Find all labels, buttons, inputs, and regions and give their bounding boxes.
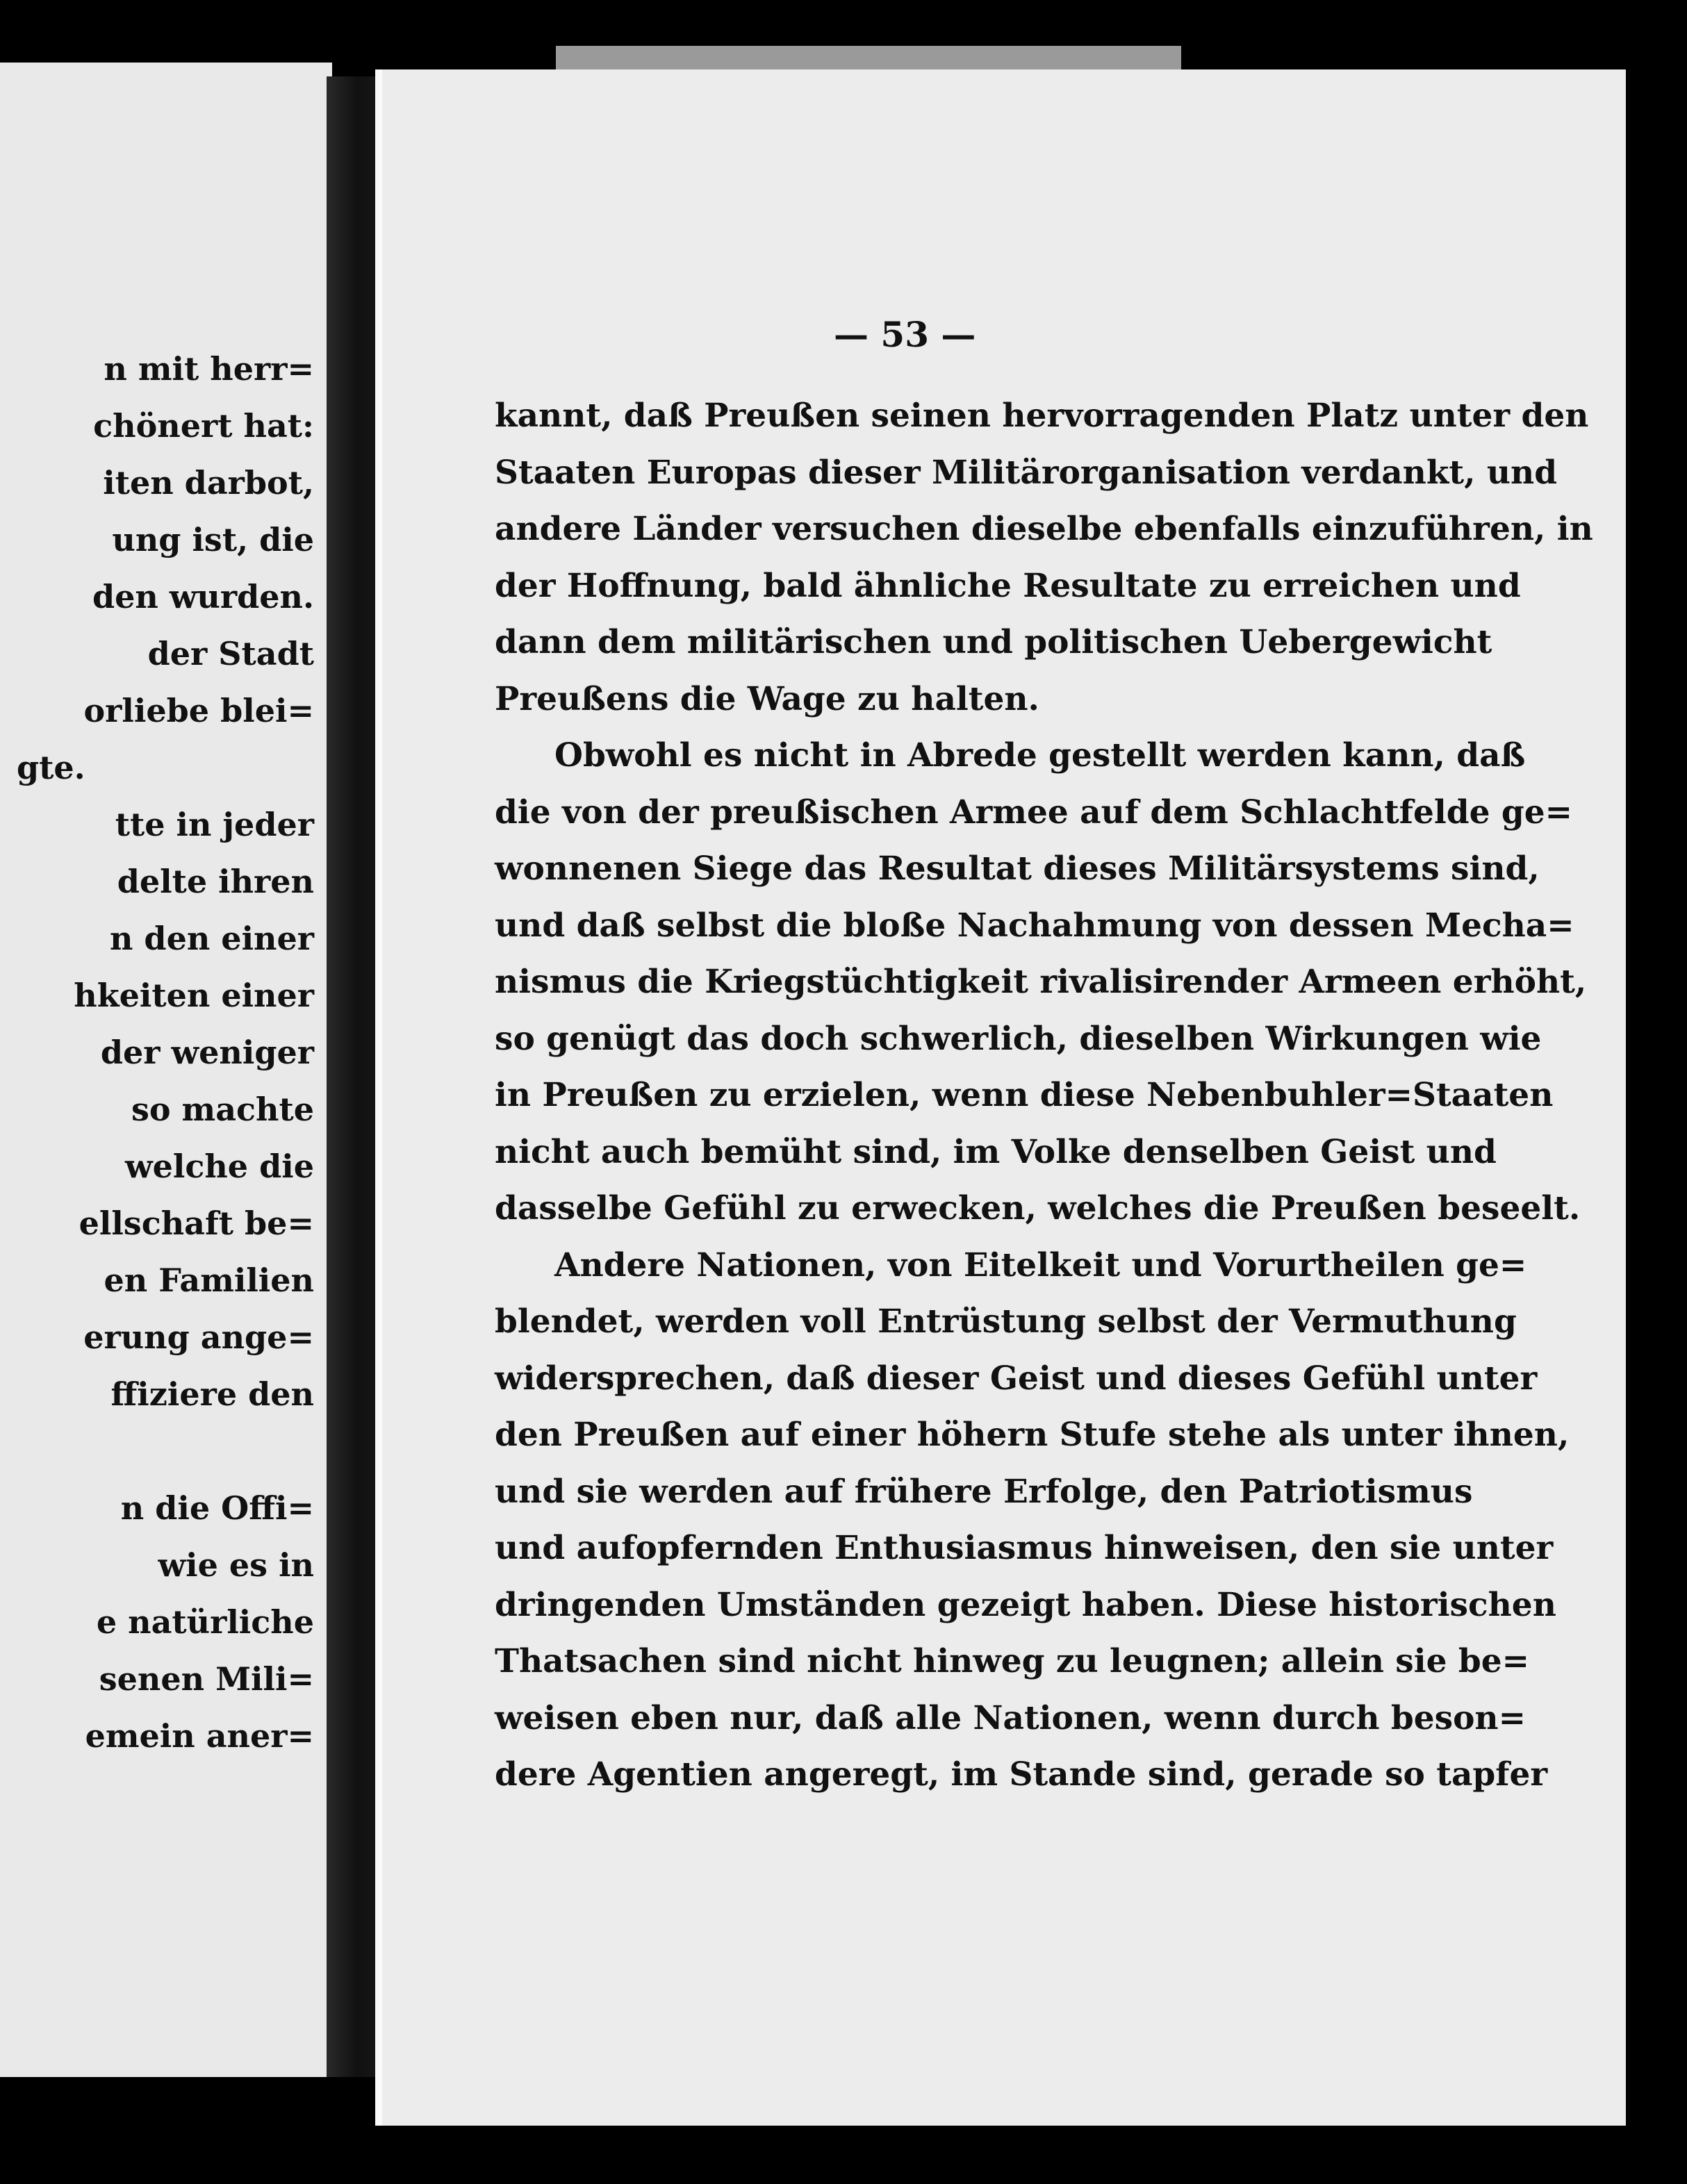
text-line: und daß selbst die bloße Nachahmung von dessen Mecha= (495, 906, 1574, 945)
left-line: hkeiten einer (74, 977, 314, 1014)
text-line: blendet, werden voll Entrüstung selbst der Vermuthung (495, 1302, 1517, 1341)
text-line: Obwohl es nicht in Abrede gestellt werden kann, daß (554, 736, 1526, 775)
left-page (0, 63, 332, 2077)
text-line: so genügt das doch schwerlich, dieselben Wirkungen wie (495, 1019, 1542, 1058)
left-line: der Stadt (147, 635, 314, 672)
left-line: en Familien (104, 1261, 314, 1299)
left-line: n den einer (109, 920, 314, 957)
left-line: so machte (131, 1091, 314, 1128)
text-line: Preußens die Wage zu halten. (495, 679, 1039, 718)
text-line: dasselbe Gefühl zu erwecken, welches die Preußen beseelt. (495, 1189, 1581, 1227)
left-line: ellschaft be= (79, 1205, 314, 1242)
text-line: Andere Nationen, von Eitelkeit und Vorurtheilen ge= (554, 1246, 1527, 1284)
left-line: wie es in (158, 1546, 314, 1584)
page-body-text (495, 388, 1593, 1803)
left-line: chönert hat: (93, 407, 314, 445)
left-line: gte. (17, 749, 85, 786)
text-line: wonnenen Siege das Resultat dieses Militärsystems sind, (495, 850, 1540, 888)
page-number: — 53 — (834, 314, 976, 355)
left-line: ffiziere den (110, 1375, 314, 1413)
left-line: ung ist, die (112, 521, 314, 559)
left-line: erung ange= (83, 1318, 314, 1356)
text-line: Thatsachen sind nicht hinweg zu leugnen; allein sie be= (495, 1642, 1529, 1680)
left-line: n die Offi= (120, 1489, 314, 1527)
left-line: den wurden. (92, 578, 314, 615)
left-line: welche die (125, 1148, 314, 1185)
text-line: und sie werden auf frühere Erfolge, den Patriotismus (495, 1472, 1473, 1511)
text-line: dringenden Umständen gezeigt haben. Diese historischen (495, 1585, 1556, 1624)
left-line: orliebe blei= (83, 692, 314, 729)
text-line: kannt, daß Preußen seinen hervorragenden Platz unter den (495, 397, 1589, 435)
text-line: andere Länder versuchen dieselbe ebenfalls einzuführen, in (495, 510, 1593, 548)
text-line: den Preußen auf einer höhern Stufe stehe als unter ihnen, (495, 1416, 1570, 1454)
left-line: iten darbot, (103, 464, 314, 502)
text-line: weisen eben nur, daß alle Nationen, wenn durch beson= (495, 1698, 1526, 1737)
left-line: der weniger (100, 1034, 314, 1071)
text-line: die von der preußischen Armee auf dem Schlachtfelde ge= (495, 793, 1572, 832)
text-line: nismus die Kriegstüchtigkeit rivalisirender Armeen erhöht, (495, 963, 1587, 1001)
left-line: delte ihren (117, 863, 314, 900)
text-line: in Preußen zu erzielen, wenn diese Nebenbuhler=Staaten (495, 1076, 1554, 1114)
left-line: n mit herr= (104, 350, 314, 388)
text-line: nicht auch bemüht sind, im Volke denselben Geist und (495, 1132, 1497, 1171)
text-line: der Hoffnung, bald ähnliche Resultate zu erreichen und (495, 566, 1521, 605)
text-line: dere Agentien angeregt, im Stande sind, gerade so tapfer (495, 1755, 1548, 1794)
left-line: emein aner= (85, 1717, 314, 1755)
text-line: und aufopfernden Enthusiasmus hinweisen, den sie unter (495, 1529, 1554, 1567)
left-line: senen Mili= (99, 1660, 314, 1698)
text-line: widersprechen, daß dieser Geist und dieses Gefühl unter (495, 1359, 1538, 1398)
left-line: tte in jeder (115, 806, 314, 843)
text-line: Staaten Europas dieser Militärorganisation verdankt, und (495, 453, 1558, 492)
text-line: dann dem militärischen und politischen Uebergewicht (495, 623, 1492, 661)
left-line: e natürliche (96, 1603, 314, 1641)
